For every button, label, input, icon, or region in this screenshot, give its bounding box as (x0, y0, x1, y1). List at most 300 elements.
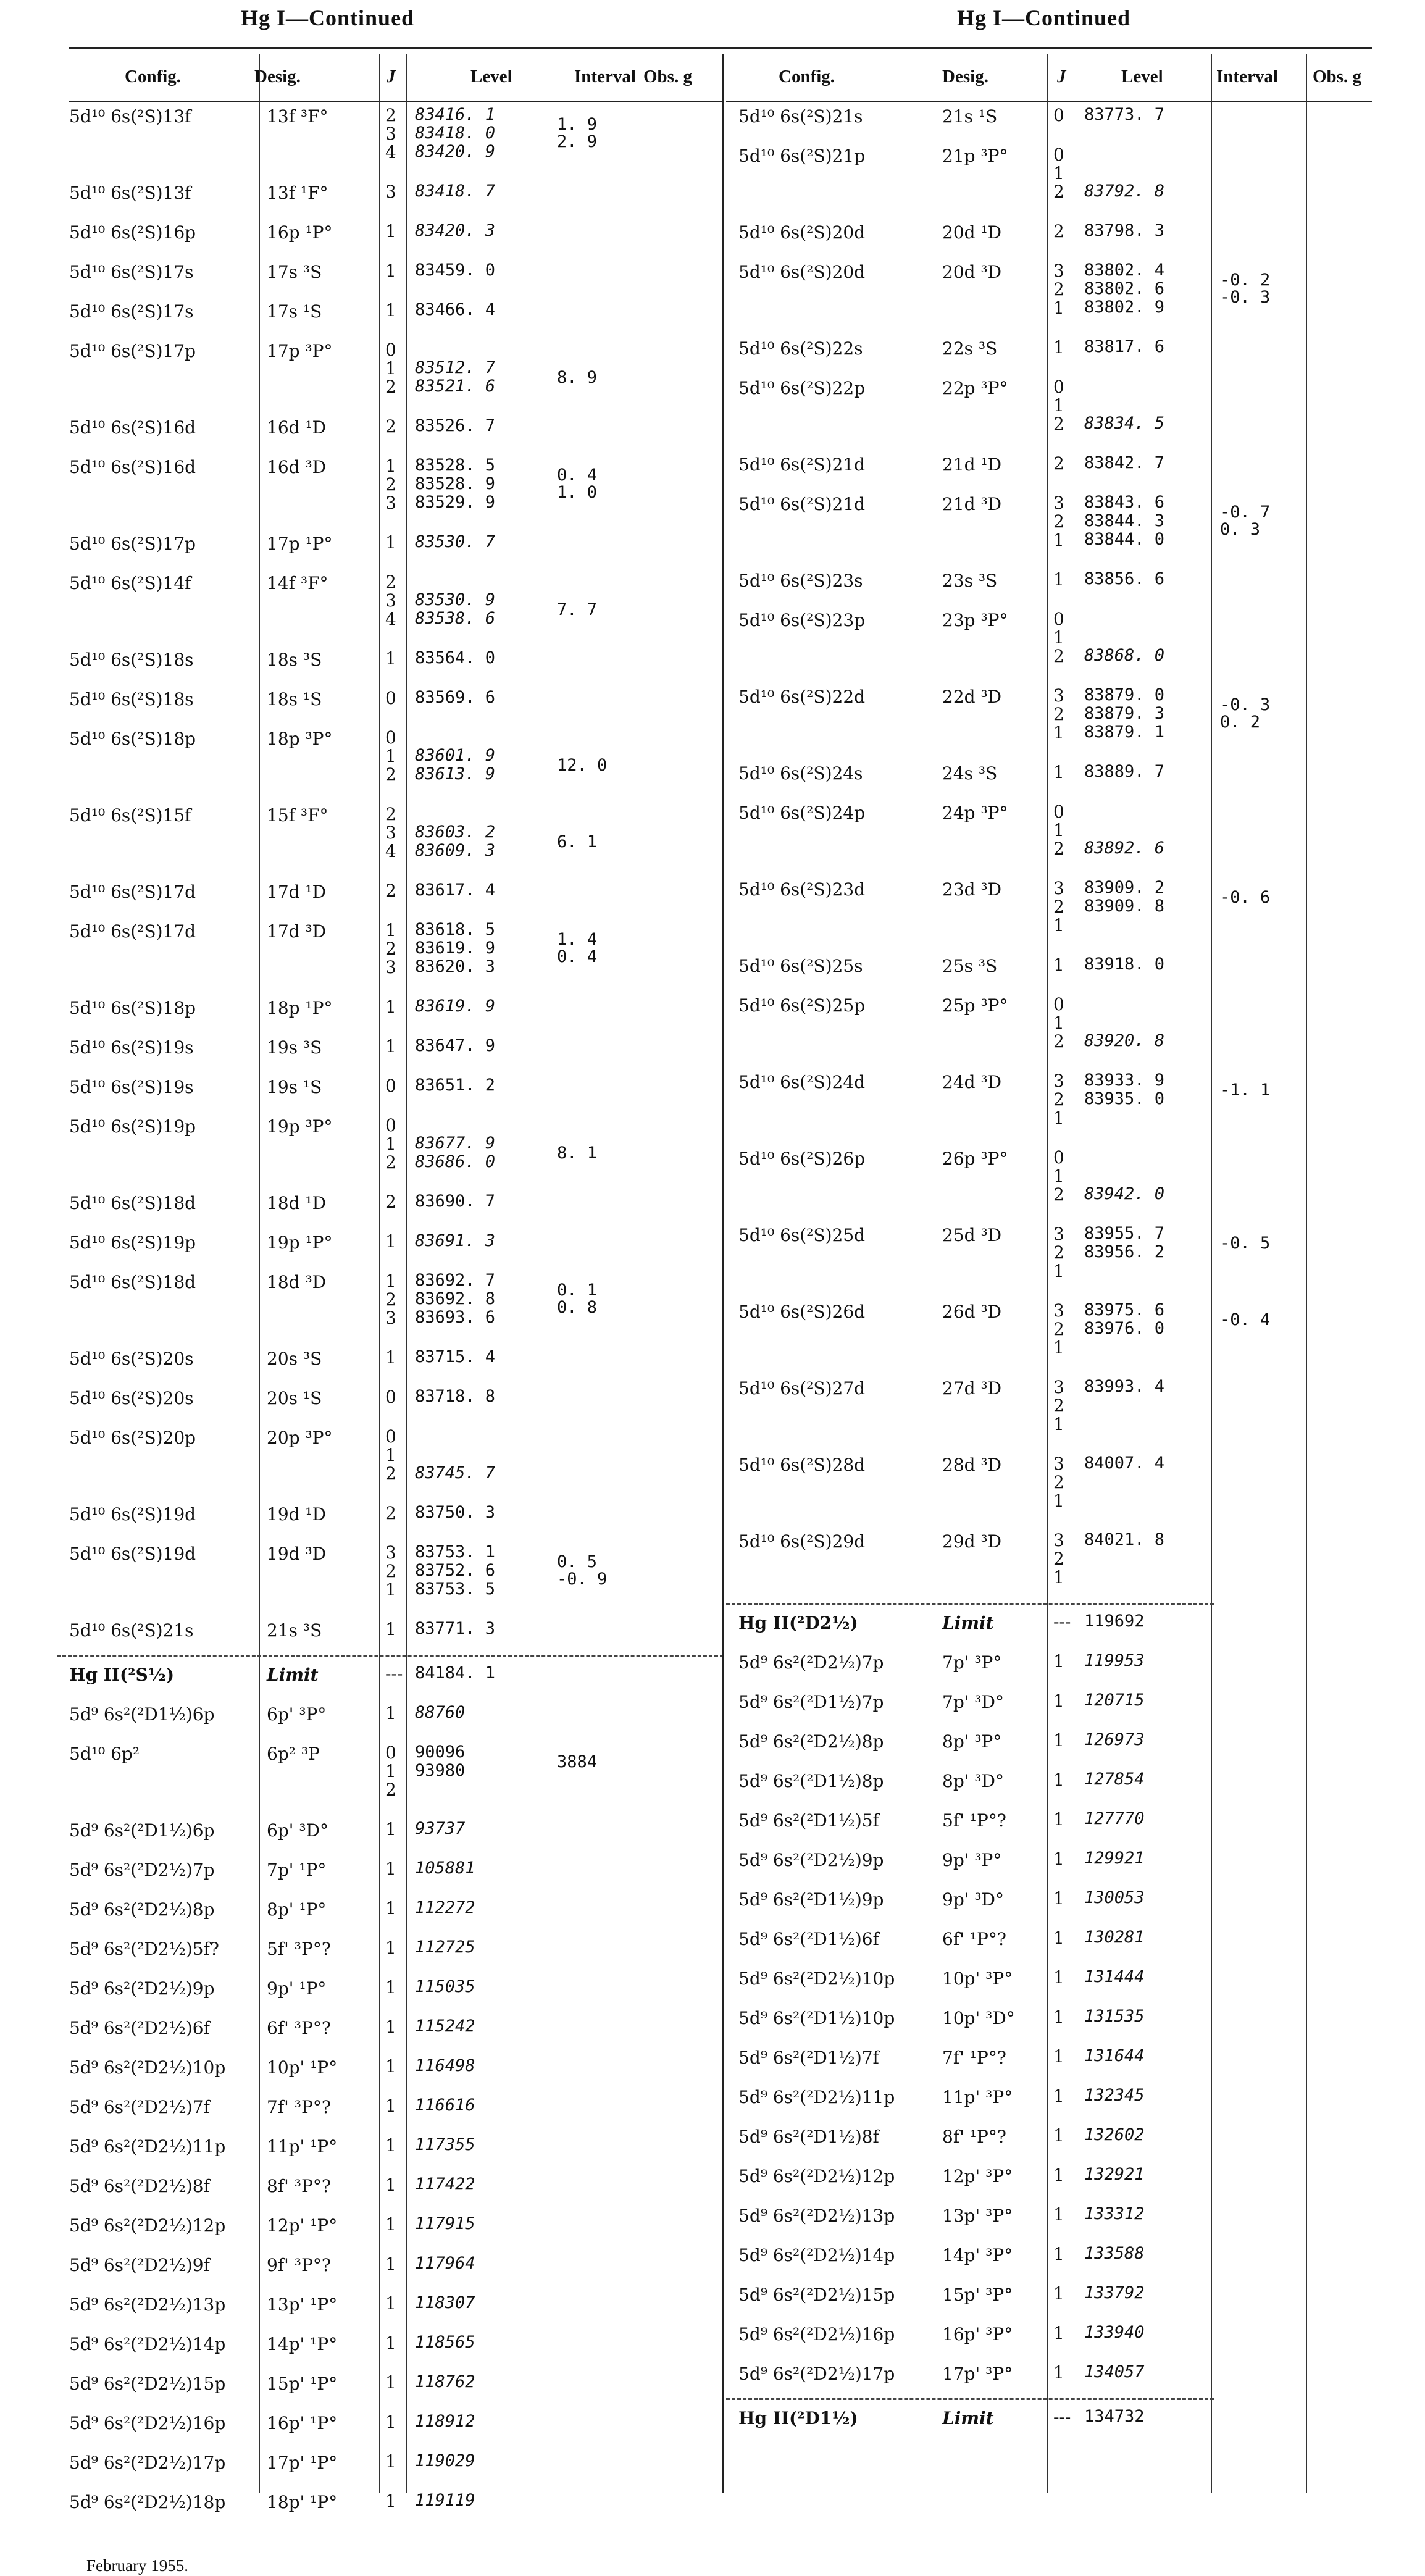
config-cell: 5d⁹ 6s²(²D1½)6p (69, 1704, 215, 1725)
j-value: 1 (385, 1445, 396, 1465)
header-desig: Desig. (942, 67, 988, 86)
designation-cell: 23s ³S (942, 571, 998, 591)
level-value: 132602 (1084, 2125, 1145, 2144)
designation-cell: 24s ³S (942, 763, 998, 784)
j-cell (1053, 1225, 1064, 1281)
j-cell (385, 262, 396, 280)
config-cell: 5d⁹ 6s²(²D1½)10p (738, 2008, 895, 2028)
level-value (1084, 1339, 1164, 1357)
config-cell: 5d⁹ 6s²(²D2½)17p (69, 2453, 226, 2473)
j-value: 1 (1053, 163, 1064, 183)
level-value (415, 729, 495, 747)
designation-cell: 18d ³D (267, 1272, 327, 1292)
j-cell (1053, 1302, 1064, 1357)
header-config: Config. (125, 67, 182, 86)
level-value: 83868. 0 (1084, 646, 1165, 665)
level-cell (1084, 2408, 1145, 2427)
j-cell (1053, 2285, 1064, 2303)
config-cell: 5d¹⁰ 6s(²S)21p (738, 146, 866, 166)
level-value: 118565 (415, 2333, 475, 2352)
j-value: 2 (1053, 897, 1064, 917)
j-value: 0 (385, 688, 396, 708)
j-value: 0 (1053, 994, 1064, 1014)
level-value: 83889. 7 (1084, 762, 1165, 781)
designation-cell: 8f' ³P°? (267, 2176, 331, 2196)
level-value (415, 1428, 495, 1446)
level-value: 90096 (415, 1742, 466, 1762)
j-value: 1 (385, 1761, 396, 1781)
level-value: 133940 (1084, 2323, 1145, 2342)
j-value: 1 (1053, 2283, 1064, 2304)
j-value: 3 (385, 957, 396, 977)
j-cell (385, 2255, 396, 2273)
j-value: 3 (385, 590, 396, 611)
designation-cell: 18p ¹P° (267, 998, 333, 1018)
j-value: 0 (385, 1115, 396, 1135)
level-cell (415, 1620, 495, 1639)
j-value: 1 (1053, 1809, 1064, 1830)
j-value: 2 (1053, 838, 1064, 859)
j-cell (1053, 1810, 1064, 1829)
config-cell: 5d⁹ 6s²(²D2½)6f (69, 2018, 210, 2038)
j-value: 3 (1053, 1224, 1064, 1244)
config-cell: 5d⁹ 6s²(²D2½)9p (69, 1978, 215, 1999)
designation-cell: Limit (267, 1665, 319, 1685)
j-cell (385, 1349, 396, 1367)
j-cell (1053, 995, 1064, 1051)
config-cell: 5d¹⁰ 6s(²S)26d (738, 1302, 866, 1322)
designation-cell: 19s ³S (267, 1037, 322, 1058)
config-cell: 5d¹⁰ 6s(²S)26p (738, 1148, 866, 1169)
designation-cell: 13f ³F° (267, 106, 328, 127)
header-j: J (1057, 67, 1066, 86)
designation-cell: 26p ³P° (942, 1148, 1008, 1169)
j-value: 1 (385, 1977, 396, 1997)
designation-cell: 17s ¹S (267, 301, 322, 322)
level-value: 83955. 7 (1084, 1224, 1165, 1243)
j-value: 1 (1053, 1166, 1064, 1186)
header-obs-g: Obs. g (1313, 67, 1361, 86)
level-value: 93980 (415, 1761, 466, 1780)
j-value: 1 (1053, 1770, 1064, 1790)
level-value (1084, 629, 1164, 647)
config-cell: Hg II(²S½) (69, 1665, 175, 1685)
level-value (1084, 1109, 1164, 1127)
level-value: 83935. 0 (1084, 1089, 1165, 1108)
j-value: 2 (1053, 1395, 1064, 1416)
level-cell (1084, 2126, 1145, 2145)
j-value: 2 (385, 764, 396, 785)
level-value: 83753. 1 (415, 1542, 496, 1562)
designation-cell: 7f' ¹P°? (942, 2047, 1006, 2068)
j-value: 1 (385, 2293, 396, 2314)
j-cell (1053, 571, 1064, 589)
config-cell: 5d¹⁰ 6p² (69, 1744, 140, 1764)
level-cell (1084, 338, 1164, 357)
config-cell: 5d⁹ 6s²(²D1½)6p (69, 1820, 215, 1841)
level-value: 115035 (415, 1977, 475, 1996)
config-cell: 5d⁹ 6s²(²D2½)14p (69, 2334, 226, 2354)
level-value: 116616 (415, 2096, 475, 2115)
designation-cell: 6f' ³P°? (267, 2018, 331, 2038)
level-value: 83752. 6 (415, 1561, 496, 1580)
j-value: 1 (1053, 1261, 1064, 1281)
config-cell: 5d¹⁰ 6s(²S)15f (69, 805, 191, 826)
designation-cell: 24d ³D (942, 1072, 1002, 1092)
level-cell (1084, 2206, 1145, 2224)
j-value: 2 (1053, 279, 1064, 299)
designation-cell: 16p' ³P° (942, 2324, 1013, 2344)
level-value: 83802. 6 (1084, 279, 1165, 298)
config-cell: 5d¹⁰ 6s(²S)23d (738, 879, 866, 900)
level-cell (415, 341, 495, 396)
designation-cell: 22p ³P° (942, 378, 1008, 398)
level-cell (1084, 1148, 1164, 1204)
j-value: 0 (385, 1076, 396, 1096)
j-value: 1 (385, 1036, 396, 1056)
level-cell (415, 1860, 475, 1878)
level-cell (1084, 803, 1164, 858)
j-value: 2 (1053, 182, 1064, 202)
j-cell (385, 533, 396, 552)
level-value: 118307 (415, 2293, 475, 2312)
j-value: 3 (1053, 1071, 1064, 1091)
j-cell (385, 650, 396, 668)
designation-cell: 23p ³P° (942, 610, 1008, 630)
level-cell (415, 1232, 495, 1251)
designation-cell: 7f' ³P°? (267, 2097, 331, 2117)
j-cell (385, 1193, 396, 1211)
level-value (415, 1781, 465, 1799)
level-value: 134057 (1084, 2362, 1145, 2382)
level-value: 83686. 0 (415, 1152, 496, 1171)
level-cell (415, 1193, 495, 1211)
level-value: 83420. 3 (415, 221, 496, 240)
designation-cell: 18p' ¹P° (267, 2492, 338, 2512)
j-value: 0 (385, 1426, 396, 1447)
level-value (1084, 1415, 1164, 1434)
header-interval: Interval (1216, 67, 1278, 86)
j-cell (1053, 1889, 1064, 1908)
level-value: 83617. 4 (415, 880, 496, 900)
j-value: 3 (385, 493, 396, 513)
level-value: 83879. 0 (1084, 685, 1165, 705)
j-value: 1 (1053, 2204, 1064, 2225)
j-cell (385, 1620, 396, 1639)
level-value: 115242 (415, 2017, 475, 2036)
config-cell: 5d⁹ 6s²(²D1½)9p (738, 1889, 884, 1910)
j-value: 1 (385, 261, 396, 281)
designation-cell: 11p' ¹P° (267, 2136, 338, 2157)
level-value: 83718. 8 (415, 1387, 496, 1406)
j-cell (385, 2215, 396, 2234)
level-value: 83802. 4 (1084, 261, 1165, 280)
level-value: 119029 (415, 2451, 475, 2470)
level-value (1084, 1167, 1164, 1186)
level-value: 83526. 7 (415, 416, 496, 435)
designation-cell: 19d ¹D (267, 1504, 327, 1524)
level-cell (1084, 2087, 1145, 2106)
level-value: 83879. 1 (1084, 722, 1165, 742)
config-cell: 5d¹⁰ 6s(²S)20d (738, 262, 866, 282)
config-cell: 5d¹⁰ 6s(²S)21s (69, 1620, 194, 1641)
config-cell: 5d⁹ 6s²(²D2½)7p (69, 1860, 215, 1880)
level-value: 83620. 3 (415, 957, 496, 976)
j-value: 1 (1053, 395, 1064, 416)
j-cell (385, 1388, 396, 1407)
j-value: 2 (385, 939, 396, 959)
j-value: --- (1053, 2407, 1071, 2427)
config-cell: 5d¹⁰ 6s(²S)16p (69, 222, 196, 243)
level-value: 134732 (1084, 2407, 1145, 2426)
config-cell: 5d⁹ 6s²(²D2½)8f (69, 2176, 210, 2196)
j-value: 2 (1053, 1184, 1064, 1205)
level-cell (1084, 763, 1164, 782)
config-cell: 5d⁹ 6s²(²D2½)16p (738, 2324, 895, 2344)
j-value: 1 (385, 2333, 396, 2353)
interval-value: 0. 8 (557, 1298, 598, 1317)
j-value: 2 (1053, 1089, 1064, 1110)
level-cell (1084, 956, 1164, 974)
j-cell (1053, 2364, 1064, 2382)
j-value: 2 (1053, 414, 1064, 434)
footer-date: February 1955. (86, 2556, 188, 2575)
designation-cell: 20d ³D (942, 262, 1002, 282)
designation-cell: 19d ³D (267, 1544, 327, 1564)
j-cell (1053, 687, 1064, 742)
config-cell: 5d¹⁰ 6s(²S)17d (69, 882, 196, 902)
j-value: 1 (1053, 530, 1064, 550)
j-value: --- (385, 1663, 403, 1684)
j-cell (1053, 2206, 1064, 2224)
level-value: 83942. 0 (1084, 1184, 1165, 1203)
level-value (415, 1446, 495, 1465)
j-value: 2 (385, 1561, 396, 1581)
level-cell (1084, 1652, 1145, 1671)
level-cell (415, 921, 495, 977)
j-cell (385, 341, 396, 396)
level-value: 83745. 7 (415, 1463, 496, 1482)
level-value: 129921 (1084, 1849, 1145, 1868)
designation-cell: 16p ¹P° (267, 222, 333, 243)
level-value: 132921 (1084, 2165, 1145, 2184)
j-cell (385, 1939, 396, 1957)
level-cell (1084, 1225, 1164, 1281)
j-cell (1053, 2324, 1064, 2343)
level-cell (1084, 1968, 1145, 1987)
j-value: 2 (1053, 704, 1064, 724)
j-value: 1 (385, 221, 396, 241)
level-cell (415, 805, 495, 861)
j-cell (385, 882, 396, 900)
designation-cell: 21s ¹S (942, 106, 998, 127)
level-cell (415, 1037, 495, 1056)
level-value: 83530. 9 (415, 590, 496, 609)
level-cell (1084, 146, 1164, 201)
interval-value: -0. 9 (557, 1570, 608, 1589)
level-cell (415, 1077, 495, 1095)
j-cell (385, 1232, 396, 1251)
j-cell (1053, 2408, 1071, 2427)
j-value: 1 (385, 456, 396, 476)
j-value: 1 (385, 2372, 396, 2393)
designation-cell: 17p' ¹P° (267, 2453, 338, 2473)
level-value: 127770 (1084, 1809, 1145, 1828)
level-cell (1084, 2166, 1145, 2185)
level-value: 117422 (415, 2175, 475, 2194)
level-cell (1084, 454, 1164, 473)
j-value: 2 (1053, 1319, 1064, 1339)
designation-cell: 8p' ¹P° (267, 1899, 327, 1920)
config-cell: 5d⁹ 6s²(²D1½)5f (738, 1810, 879, 1831)
designation-cell: 18s ¹S (267, 689, 322, 709)
j-cell (385, 2334, 396, 2352)
interval-value: 1. 0 (557, 483, 598, 502)
level-cell (1084, 106, 1164, 125)
j-cell (385, 2097, 396, 2115)
designation-cell: 26d ³D (942, 1302, 1002, 1322)
j-value: 1 (1053, 2362, 1064, 2383)
j-value: 3 (1053, 1530, 1064, 1550)
config-cell: 5d⁹ 6s²(²D2½)7f (69, 2097, 210, 2117)
j-value: 1 (385, 1347, 396, 1368)
designation-cell: 9p' ³P° (942, 1850, 1002, 1870)
j-value: 2 (385, 377, 396, 397)
designation-cell: 25p ³P° (942, 995, 1008, 1016)
j-value: 1 (385, 2096, 396, 2116)
j-value: 2 (385, 105, 396, 125)
j-value: 1 (385, 746, 396, 766)
level-value: 83564. 0 (415, 648, 496, 667)
config-cell: 5d⁹ 6s²(²D2½)13p (69, 2294, 226, 2315)
config-cell: 5d¹⁰ 6s(²S)18p (69, 729, 196, 749)
j-cell (1053, 1378, 1064, 1434)
level-cell (415, 222, 495, 241)
config-cell: 5d¹⁰ 6s(²S)18s (69, 650, 194, 670)
header-desig: Desig. (254, 67, 301, 86)
level-value: 83613. 9 (415, 764, 496, 784)
j-cell (1053, 1692, 1064, 1710)
j-value: 1 (1053, 1491, 1064, 1511)
level-cell (415, 1820, 465, 1839)
left-page-title: Hg I—Continued (241, 6, 415, 30)
level-cell (415, 689, 495, 708)
j-cell (1053, 222, 1064, 241)
designation-cell: 7p' ¹P° (267, 1860, 327, 1880)
j-value: 1 (1053, 1888, 1064, 1909)
j-cell (385, 1978, 396, 1997)
designation-cell: 21d ³D (942, 494, 1002, 514)
level-cell (415, 1116, 495, 1172)
j-cell (385, 183, 396, 201)
j-cell (1053, 1968, 1064, 1987)
designation-cell: 20d ¹D (942, 222, 1002, 243)
j-value: 0 (1053, 105, 1064, 125)
config-cell: 5d⁹ 6s²(²D2½)17p (738, 2364, 895, 2384)
level-value (1084, 610, 1164, 629)
level-cell (1084, 1771, 1145, 1789)
config-cell: 5d¹⁰ 6s(²S)20p (69, 1428, 196, 1448)
j-cell (1053, 763, 1064, 782)
level-value: 126973 (1084, 1730, 1145, 1749)
config-cell: 5d⁹ 6s²(²D2½)12p (69, 2215, 226, 2236)
level-cell (1084, 2008, 1145, 2026)
interval-value: -0. 7 (1220, 503, 1271, 522)
level-cell (415, 573, 495, 629)
interval-value: 8. 9 (557, 368, 598, 387)
level-value: 83879. 3 (1084, 704, 1165, 723)
level-cell (1084, 2285, 1145, 2303)
j-cell (1053, 2166, 1064, 2185)
config-cell: 5d⁹ 6s²(²D2½)16p (69, 2413, 226, 2433)
interval-value: -0. 2 (1220, 270, 1271, 290)
j-value: 1 (1053, 915, 1064, 935)
j-value: 1 (1053, 1928, 1064, 1948)
right-table-header (726, 54, 1372, 102)
j-cell (385, 457, 396, 512)
designation-cell: 19s ¹S (267, 1077, 322, 1097)
config-cell: 5d⁹ 6s²(²D2½)12p (738, 2166, 895, 2186)
level-value: 105881 (415, 1859, 475, 1878)
j-cell (385, 417, 396, 436)
level-value: 83798. 3 (1084, 221, 1165, 240)
j-cell (1053, 146, 1064, 201)
j-value: 2 (1053, 453, 1064, 474)
level-value: 83993. 4 (1084, 1377, 1165, 1396)
level-cell (415, 2255, 475, 2273)
level-value (415, 1116, 495, 1135)
config-cell: 5d¹⁰ 6s(²S)19s (69, 1037, 194, 1058)
level-cell (1084, 1850, 1145, 1868)
level-value: 119953 (1084, 1651, 1145, 1670)
j-value: 3 (1053, 261, 1064, 281)
level-value: 83892. 6 (1084, 838, 1165, 858)
designation-cell: 23d ³D (942, 879, 1002, 900)
j-value: 1 (385, 2017, 396, 2037)
j-value: 1 (1053, 627, 1064, 648)
designation-cell: 10p' ¹P° (267, 2057, 338, 2078)
interval-value: -0. 3 (1220, 288, 1271, 307)
level-value: 83647. 9 (415, 1036, 496, 1055)
j-cell (1053, 2047, 1064, 2066)
config-cell: 5d⁹ 6s²(²D2½)8p (738, 1731, 884, 1752)
level-value (415, 805, 495, 824)
j-value: 0 (385, 1742, 396, 1763)
level-cell (415, 2373, 475, 2392)
level-value: 83834. 5 (1084, 414, 1165, 433)
j-value: 2 (385, 1152, 396, 1173)
j-value: 1 (1053, 820, 1064, 840)
designation-cell: 14p' ¹P° (267, 2334, 338, 2354)
level-value (1084, 146, 1164, 164)
designation-cell: 21p ³P° (942, 146, 1008, 166)
level-cell (1084, 1072, 1164, 1127)
designation-cell: 6p² ³P (267, 1744, 320, 1764)
j-value: 1 (385, 2412, 396, 2432)
designation-cell: 17d ¹D (267, 882, 327, 902)
level-cell (415, 1744, 465, 1799)
level-value: 118762 (415, 2372, 475, 2391)
level-cell (1084, 879, 1164, 935)
j-value: 1 (1053, 1414, 1064, 1434)
config-cell: 5d⁹ 6s²(²D2½)13p (738, 2206, 895, 2226)
level-cell (415, 301, 495, 320)
level-cell (1084, 1889, 1145, 1908)
j-cell (385, 301, 396, 320)
designation-cell: 13p' ¹P° (267, 2294, 338, 2315)
level-value: 84007. 4 (1084, 1453, 1165, 1473)
config-cell: 5d¹⁰ 6s(²S)21s (738, 106, 863, 127)
